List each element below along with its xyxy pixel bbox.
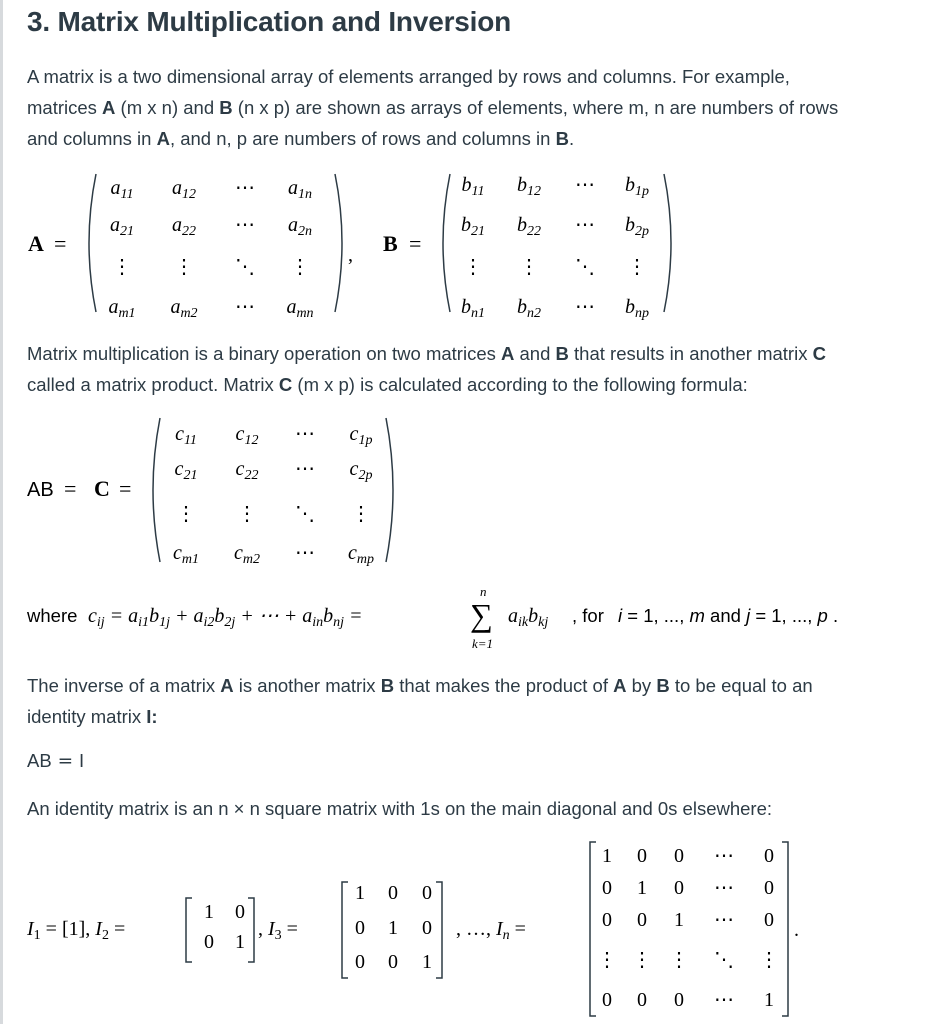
sum-lower: k=1 bbox=[472, 636, 494, 651]
in-cell: 0 bbox=[764, 909, 774, 931]
matrix-b-right-paren bbox=[664, 174, 671, 312]
i1-label: $I_1 = [1]$, $I_2$ = bbox=[27, 918, 126, 943]
matrix-c-cell: ⋯ bbox=[295, 423, 315, 445]
matrix-b-left-paren bbox=[443, 174, 450, 312]
in-cell: 0 bbox=[764, 845, 774, 867]
in-cell: ⋯ bbox=[714, 877, 734, 899]
in-cell: 0 bbox=[637, 845, 647, 867]
matrix-a-cell: ⋱ bbox=[235, 256, 255, 278]
matrix-a-cell: $a_{1n}$ bbox=[288, 177, 312, 202]
ab-equals-i: AB = I bbox=[27, 750, 85, 772]
matrix-b-cell: $b_{12}$ bbox=[517, 174, 541, 199]
matrix-c-cell: ⋮ bbox=[351, 503, 371, 525]
sum-term: $a_{ik}b_{kj}$ bbox=[508, 605, 549, 630]
matrix-c-cell: $c_{mp}$ bbox=[347, 542, 375, 567]
matrix-c-cell: $c_{22}$ bbox=[235, 458, 259, 483]
matrix-b-cell: $b_{np}$ bbox=[625, 296, 649, 321]
matrix-c-cell: $c_{m2}$ bbox=[233, 542, 261, 567]
formula-lhs: $c_{ij} = a_{i1}b_{1j} + a_{i2}b_{2j}$ + ⋯ + $a_{in}b_{nj}$ = bbox=[88, 605, 363, 630]
matrix-b-cell: ⋯ bbox=[575, 296, 595, 318]
matrix-a-cell: $a_{21}$ bbox=[110, 214, 134, 239]
i3-cell: 0 bbox=[422, 917, 432, 939]
matrices-a-b bbox=[0, 168, 934, 328]
i3-label: , $I_3$ = bbox=[258, 918, 298, 943]
i3-cell: 1 bbox=[355, 882, 365, 904]
equals-sign: = bbox=[409, 231, 422, 256]
matrix-c-cell: $c_{2p}$ bbox=[349, 458, 373, 483]
i3-cell: 1 bbox=[388, 917, 398, 939]
in-cell: 0 bbox=[602, 877, 612, 899]
in-cell: 0 bbox=[602, 989, 612, 1011]
in-cell: 0 bbox=[764, 877, 774, 899]
matrix-c-cell: ⋯ bbox=[295, 542, 315, 564]
in-cell: 0 bbox=[637, 989, 647, 1011]
in-cell: ⋯ bbox=[714, 909, 734, 931]
matrix-c-cell: $c_{21}$ bbox=[174, 458, 198, 483]
for-text: , for bbox=[572, 605, 604, 626]
matrix-c-cell: $c_{m1}$ bbox=[172, 542, 200, 567]
matrix-c-cell: ⋯ bbox=[295, 458, 315, 480]
matrix-a-right-paren bbox=[335, 174, 342, 312]
in-cell: ⋮ bbox=[632, 949, 652, 971]
matrix-a-cell: $a_{mn}$ bbox=[286, 296, 314, 321]
matrix-b-cell: $b_{22}$ bbox=[517, 214, 541, 239]
matrix-c-cell: ⋮ bbox=[176, 503, 196, 525]
matrix-a-cell: ⋮ bbox=[290, 256, 310, 278]
matrix-c-label: C bbox=[94, 476, 110, 501]
inverse-line-1: The inverse of a matrix A is another matrix B that makes the product of A by B to be equal to an bbox=[27, 675, 813, 696]
index-ranges: i = 1, ..., m and j = 1, ..., p . bbox=[618, 605, 839, 626]
i3-cell: 0 bbox=[355, 951, 365, 973]
matrix-a-cell: ⋯ bbox=[235, 296, 255, 318]
in-cell: ⋮ bbox=[597, 949, 617, 971]
ellipsis: , …, $I_n$ = bbox=[456, 918, 526, 943]
matrix-a-cell: ⋮ bbox=[112, 256, 132, 278]
in-left-bracket bbox=[590, 842, 596, 1016]
period: . bbox=[794, 919, 799, 941]
equals-sign: = bbox=[119, 476, 132, 501]
matrix-b-cell: $b_{2p}$ bbox=[625, 214, 649, 239]
matrix-b-cells bbox=[461, 174, 649, 321]
i3-cell: 0 bbox=[388, 951, 398, 973]
matrix-c-cell: ⋮ bbox=[237, 503, 257, 525]
i3-left-bracket bbox=[342, 882, 348, 978]
in-cell: 0 bbox=[602, 909, 612, 931]
i3-cell: 0 bbox=[388, 882, 398, 904]
matrix-b-cell: ⋯ bbox=[575, 174, 595, 196]
matrix-a-label: A bbox=[28, 231, 44, 256]
matrix-a-cell: $a_{m1}$ bbox=[108, 296, 136, 321]
matrix-b-cell: ⋮ bbox=[519, 256, 539, 278]
identity-matrices bbox=[0, 838, 934, 1024]
identity-description: An identity matrix is an n × n square matrix with 1s on the main diagonal and 0s elsewhere: bbox=[27, 798, 773, 819]
matrix-b-label: B bbox=[383, 231, 398, 256]
matrix-b-cell: ⋮ bbox=[627, 256, 647, 278]
matrix-a-cell: $a_{2n}$ bbox=[288, 214, 312, 239]
in-cell: 1 bbox=[602, 845, 612, 867]
matrix-c-cells bbox=[173, 423, 374, 567]
i2-right-bracket bbox=[248, 898, 254, 962]
intro-line-2: matrices A (m x n) and B (n x p) are shown as arrays of elements, where m, n are numbers of rows bbox=[27, 97, 839, 118]
page-title: 3. Matrix Multiplication and Inversion bbox=[27, 6, 512, 37]
in-cell: 0 bbox=[674, 877, 684, 899]
matrix-a-cells bbox=[108, 177, 313, 321]
equals-sign: = bbox=[64, 476, 77, 501]
matrix-a-cell: $a_{m2}$ bbox=[170, 296, 198, 321]
matrix-b-cell: ⋱ bbox=[575, 256, 595, 278]
i3-cell: 0 bbox=[422, 882, 432, 904]
sum-upper: n bbox=[480, 584, 487, 599]
in-cell: ⋯ bbox=[714, 845, 734, 867]
in-cell: ⋮ bbox=[669, 949, 689, 971]
i2-cell: 0 bbox=[204, 931, 214, 953]
i2-left-bracket bbox=[186, 898, 192, 962]
matrix-c bbox=[0, 412, 934, 572]
in-right-bracket bbox=[782, 842, 788, 1016]
matrix-a-cell: $a_{22}$ bbox=[172, 214, 196, 239]
in-cell: 1 bbox=[674, 909, 684, 931]
in-cell: ⋮ bbox=[759, 949, 779, 971]
matrix-b-cell: $b_{1p}$ bbox=[625, 174, 649, 199]
matrix-a-cell: ⋯ bbox=[235, 214, 255, 236]
in-cell: 0 bbox=[637, 909, 647, 931]
matrix-c-left-paren bbox=[153, 418, 160, 562]
in-cell: ⋯ bbox=[714, 989, 734, 1011]
matrix-a-cell: $a_{12}$ bbox=[172, 177, 196, 202]
matrix-b-cell: $b_{n2}$ bbox=[517, 296, 541, 321]
i3-cell: 0 bbox=[355, 917, 365, 939]
where-text: where bbox=[27, 605, 78, 626]
summation-formula bbox=[0, 580, 934, 660]
in-cell: ⋱ bbox=[714, 949, 734, 971]
matrix-a-left-paren bbox=[89, 174, 96, 312]
matrix-c-cell: $c_{12}$ bbox=[235, 423, 259, 448]
i2-cell: 1 bbox=[204, 901, 214, 923]
matrix-c-cell: $c_{11}$ bbox=[175, 423, 197, 448]
sum-sign: ∑ bbox=[470, 597, 493, 633]
equals-sign: = bbox=[54, 231, 67, 256]
mult-line-2: called a matrix product. Matrix C (m x p) is calculated according to the following formula: bbox=[27, 374, 748, 395]
intro-line-3: and columns in A, and n, p are numbers of rows and columns in B. bbox=[27, 128, 575, 149]
in-cell: 0 bbox=[674, 989, 684, 1011]
term-B: B bbox=[219, 97, 233, 118]
i3-right-bracket bbox=[436, 882, 442, 978]
matrix-b-cell: $b_{21}$ bbox=[461, 214, 485, 239]
ab-label: AB bbox=[27, 479, 54, 501]
intro-line-1: A matrix is a two dimensional array of elements arranged by rows and columns. For example, bbox=[27, 66, 790, 87]
i3-cells bbox=[355, 882, 432, 973]
matrix-a-cell: $a_{11}$ bbox=[110, 177, 134, 202]
matrix-c-right-paren bbox=[386, 418, 393, 562]
matrix-b-cell: $b_{n1}$ bbox=[461, 296, 485, 321]
matrix-a-cell: ⋯ bbox=[235, 177, 255, 199]
matrix-c-cell: ⋱ bbox=[295, 503, 315, 525]
i2-cells bbox=[204, 901, 245, 953]
i3-cell: 1 bbox=[422, 951, 432, 973]
matrix-b-cell: ⋯ bbox=[575, 214, 595, 236]
in-cell: 1 bbox=[637, 877, 647, 899]
i2-cell: 1 bbox=[235, 931, 245, 953]
matrix-a-cell: ⋮ bbox=[174, 256, 194, 278]
i2-cell: 0 bbox=[235, 901, 245, 923]
in-cell: 0 bbox=[674, 845, 684, 867]
matrix-b-cell: ⋮ bbox=[463, 256, 483, 278]
comma: , bbox=[348, 244, 353, 266]
in-cells bbox=[597, 845, 779, 1011]
inverse-line-2: identity matrix I: bbox=[27, 706, 158, 727]
term-A: A bbox=[102, 97, 116, 118]
matrix-b-cell: $b_{11}$ bbox=[461, 174, 485, 199]
in-cell: 1 bbox=[764, 989, 774, 1011]
matrix-c-cell: $c_{1p}$ bbox=[349, 423, 373, 448]
mult-line-1: Matrix multiplication is a binary operation on two matrices A and B that results in another matrix C bbox=[27, 343, 826, 364]
